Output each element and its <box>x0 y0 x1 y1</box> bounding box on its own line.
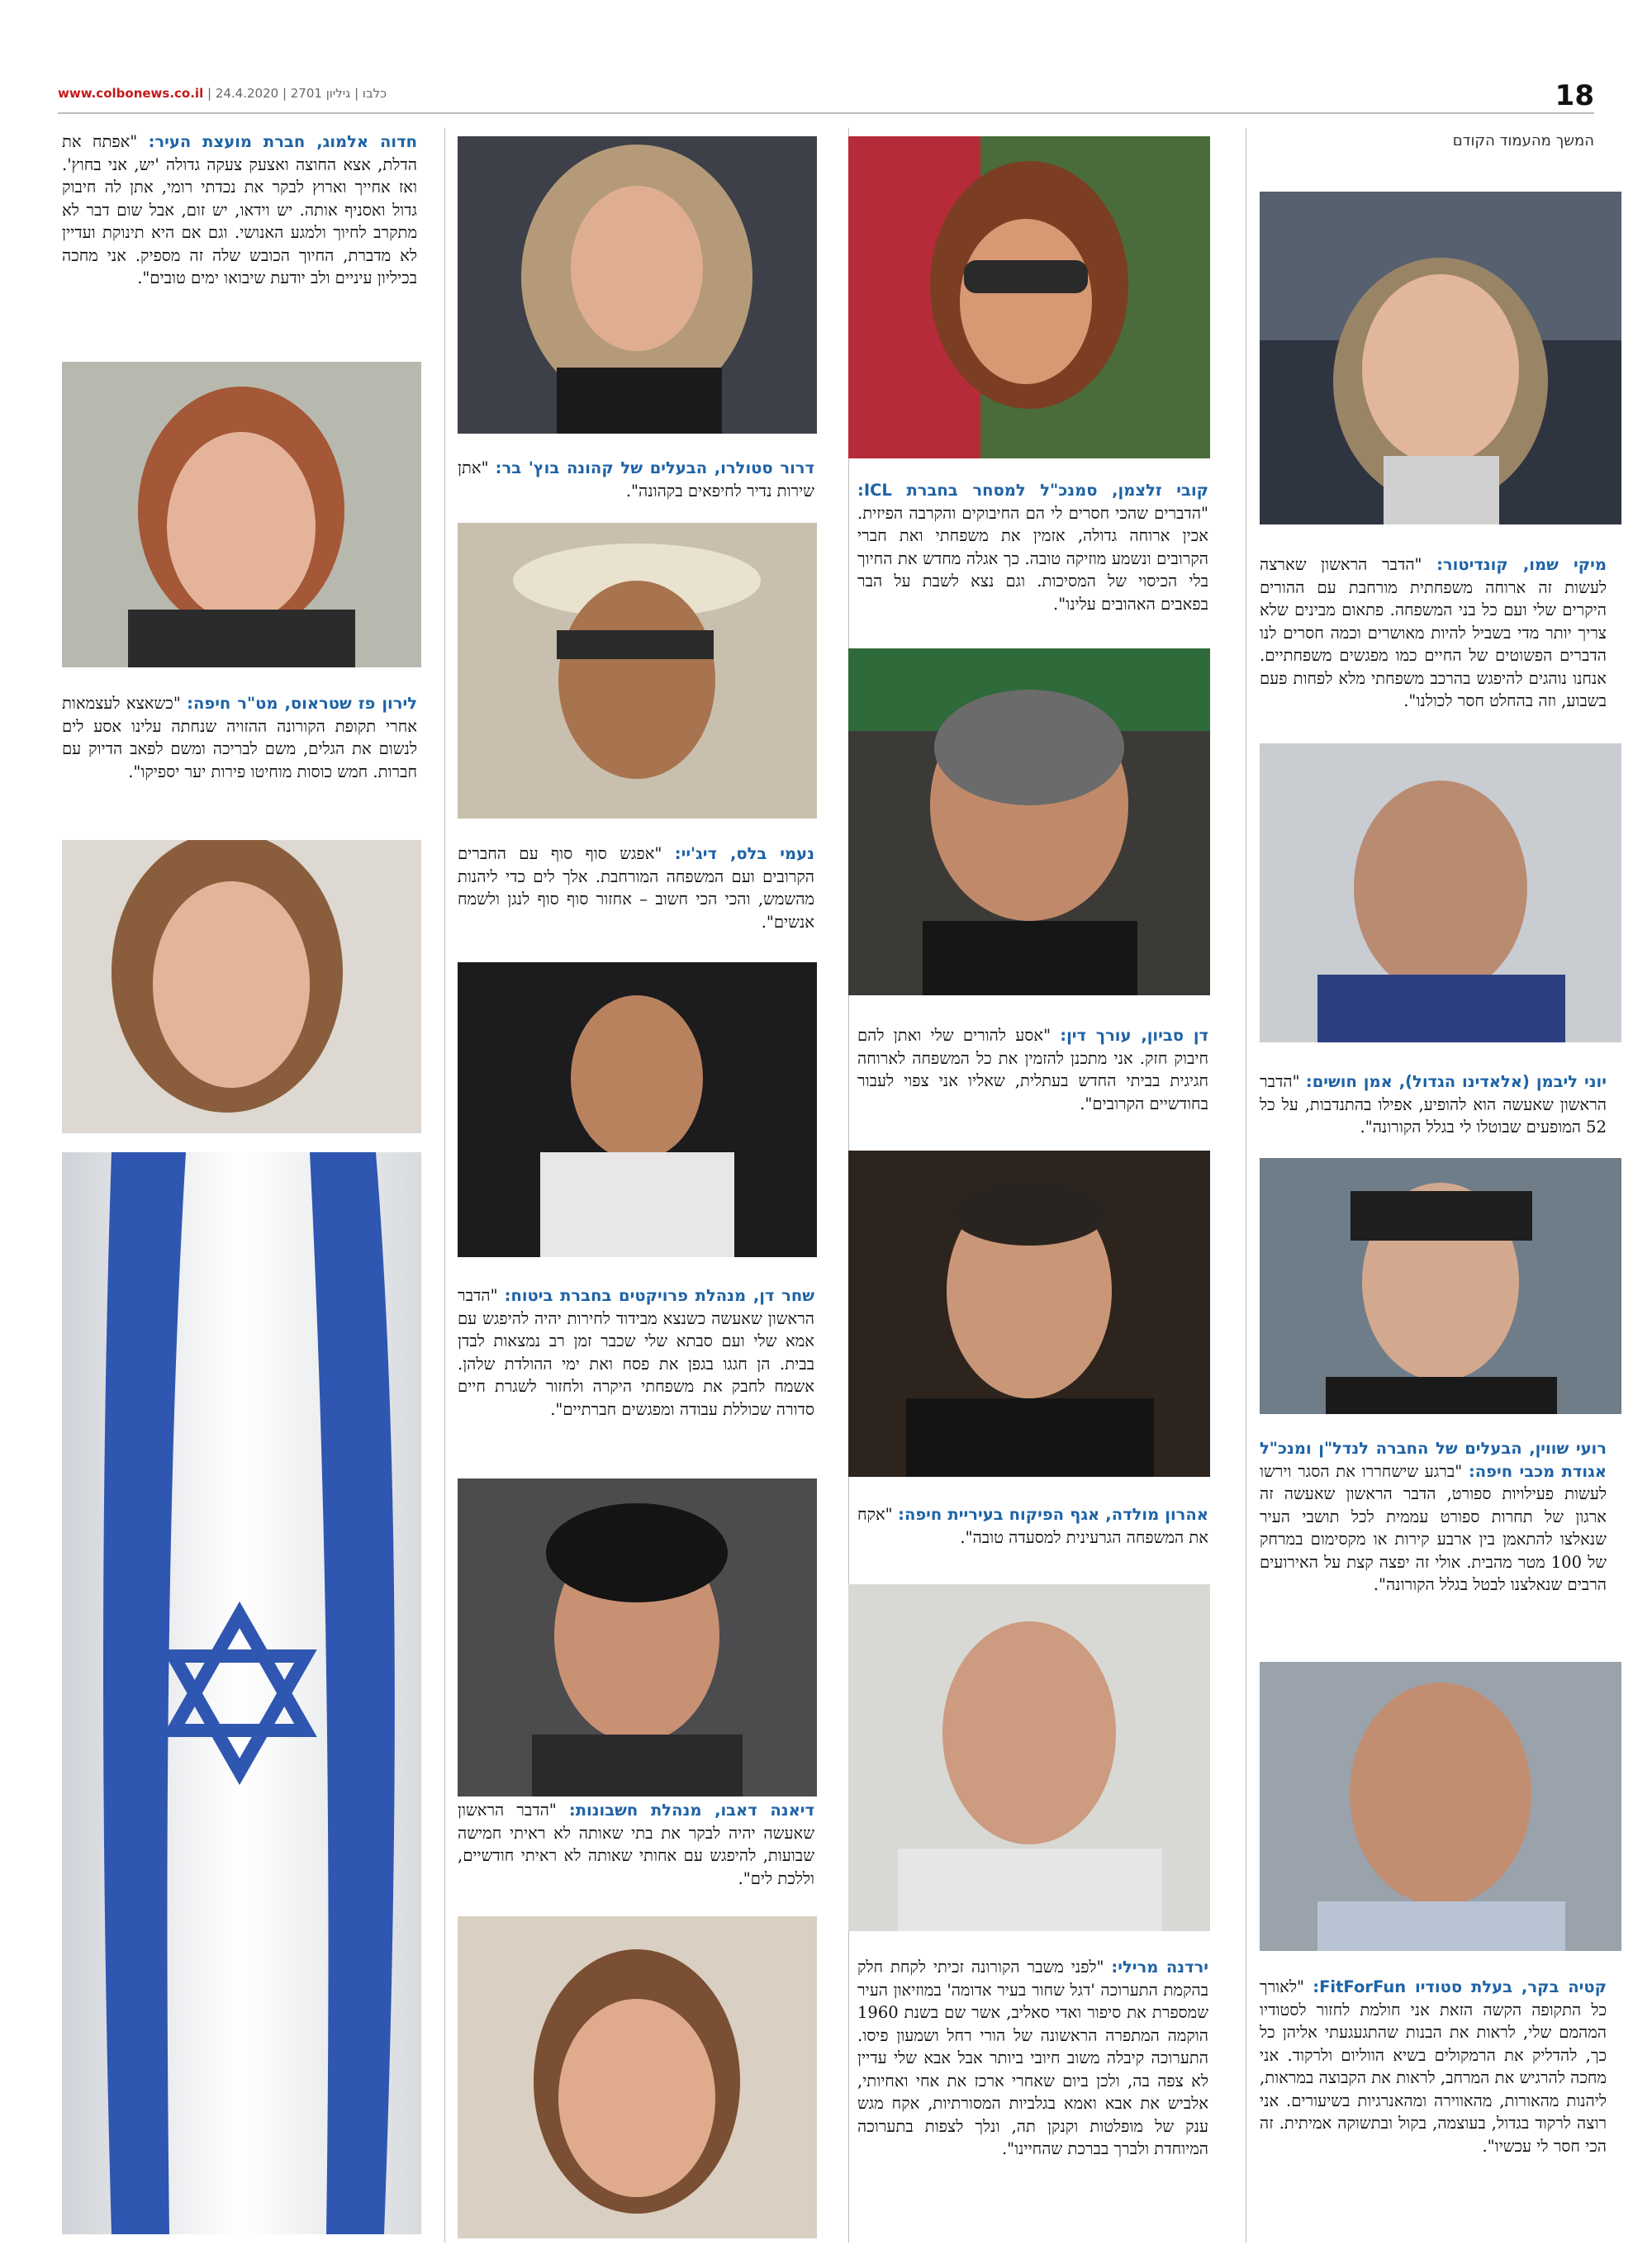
page-header <box>58 79 1594 114</box>
entry-text <box>62 131 417 290</box>
portrait-photo <box>458 962 817 1257</box>
continued-note: המשך מהעמוד הקודם <box>1452 132 1594 150</box>
entry-name: לירון פז שטראוס, מט"ר חיפה: <box>187 694 417 713</box>
portrait-photo <box>458 136 817 434</box>
website-link[interactable]: www.colbonews.co.il <box>58 86 204 101</box>
entry-name: דיאנה דאבו, מנהלת חשבונות: <box>568 1801 814 1820</box>
header-divider <box>58 112 1594 114</box>
folio <box>58 86 387 101</box>
entry-name: חדוה אלמוג, חברת מועצת העיר: <box>148 132 417 151</box>
entry-quote: "לפני משבר הקורונה זכיתי לקחת חלק בהקמת התערוכה 'דגל שחור בעיר אדומה' במוזיאון העיר שמספרת את סיפור ואדי סאליב, אשר שם בשנת 1960 הוקמה המתפרה הראשונה של הורי רחל ושמעון פיסו. התערוכה קיבלה משוב חיובי ביותר אבל אבא שלי עדיין לא צפה בה, ולכן ביום שאחרי ארכז את אחי ואחיותי, אלביש את אבא ואמא בגלביות המסורתיות, אקח מגש ענק של מופלטות וקנקן תה, ונלך לצפות בתערוכה המיוחדת ולברך בברכת שהחיינו". <box>857 1958 1208 2158</box>
entry-text <box>62 692 417 783</box>
entry-name: שחר דן, מנהלת פרויקטים בחברת ביטוח: <box>504 1286 814 1305</box>
entry-text <box>857 1503 1208 1549</box>
entry-quote: "אפגש סוף סוף עם החברים הקרובים ועם המשפחה המורחבת. אלך לים כדי ליהנות מהשמש, והכי הכי חשוב – אחזור סוף סוף לנגן ולשמח אנשים". <box>458 844 814 932</box>
entry-quote: "אפתח את הדלת, אצא החוצה ואצעק צעקה גדולה 'יש, אני בחוץ'. ואז אחייך וארוץ לבקר את נכדתי רומי, אתן לה חיבוק גדול ואסניף אותה. יש וידאו, יש זום, אבל שום דבר לא מתקרב לחיוך ולמגע האנושי. וגם אם היא תינוקת ועדיין לא מדברת, החיוך הכובש שלה זה מספיק. אני מחכה בכיליון עיניים ולב יודעת שיבואו ימים טובים". <box>62 132 417 287</box>
entry-quote: "הדבר הראשון שארצה לעשות זה ארוחה משפחתית מורחבת עם ההורים היקרים שלי ועם כל בני המשפחה. פתאום מבינים שלא צריך יותר מדי בשביל להיות מאושרים וכמה חסרים לנו הדברים הפשוטים של החיים כמו מפגשים משפחתיים. אנחנו נוהגים להיפגש בהרכב משפחתי מלא לפחות פעם בשבוע, וזה בהחלט חסר לכולנו". <box>1260 555 1607 710</box>
portrait-photo <box>458 1916 817 2238</box>
entry-quote: "כשאצא לעצמאות אחרי תקופת הקורונה ההזויה שנחתה עלינו אסע לים לנשום את הגלים, משם לבריכה ומשם לפאב הדיוק עם חברות. חמש כוסות מוחיטו פירות יער יספיקו". <box>62 694 417 781</box>
entry-text <box>458 1284 814 1421</box>
entry-quote: "הדברים שהכי חסרים לי הם החיבוקים והקרבה הפיזית. אכין ארוחה גדולה, אזמין את משפחתי ואת חברי הקרובים ונשמע מוזיקה טובה. כך אגלה מחדש את החיוך בלי הכיסוי של המסיכות. וגם נצא לשבת על הבר בפאבים האהובים עלינו". <box>857 503 1208 614</box>
portrait-photo <box>1260 743 1621 1042</box>
entry-name: קובי זלצמן, סמנכ"ל למסחר בחברת ICL: <box>857 481 1208 500</box>
entry-text <box>1260 1976 1607 2157</box>
portrait-photo <box>1260 192 1621 524</box>
portrait-photo <box>848 1151 1210 1477</box>
entry-quote: "הדבר הראשון שאעשה כשנצא מבידוד לחירות יהיה להיפגש עם אמא שלי ועם סבתא שלי שכבר זמן רב נמצאות לבדן בבית. הן חגגו בגפן את פסח ואת ימי ההולדת שלהן. אשמח לחבק את משפחתי היקרה ולחזור לשגרת חיים סדורה שכוללת עבודה ומפגשים חברתיים". <box>458 1286 814 1419</box>
entry-quote: "לאורך כל התקופה הקשה הזאת אני חולמת לחזור לסטודיו המהמם שלי, לראות את הבנות שהתגעגעתי אליהן כל כך, להדליק את הרמקולים בשיא הווליום ולרקוד. אני מחכה להרגיש את המרחב, לראות את הקבוצה במראות, ליהנות מהאורות, מהאווירה ומהאנרגיות בשיעורים. אני רוצה לרקוד בגדול, בעוצמה, בקול ובתשוקה אמיתית. זה הכי חסר לי עכשיו". <box>1260 1977 1607 2156</box>
entry-name: רועי שווין, הבעלים של החברה לנדל"ן ומנכ"ל אגודת מכבי חיפה: <box>1260 1439 1607 1481</box>
portrait-photo <box>1260 1158 1621 1414</box>
entry-name: מיקי שמו, קונדיטור: <box>1436 555 1607 574</box>
israel-flag-image <box>62 1152 421 2234</box>
entry-quote: "אסע להורים שלי ואתן להם חיבוק חזק. אני מתכנן להזמין את כל המשפחה לארוחה חגיגית בביתי החדש בעתלית, שאליו אני צפוי לעבור בחודשיים הקרובים". <box>857 1026 1208 1113</box>
entry-name: נעמי בלס, דיג'יי: <box>674 844 814 863</box>
entry-text <box>1260 1070 1607 1139</box>
entry-quote: "אקח את המשפחה הגרעינית למסעדה טובה". <box>857 1505 1208 1547</box>
portrait-photo <box>62 362 421 667</box>
entry-text <box>458 842 814 933</box>
entry-name: יוני ליבמן (אלאדינו הגדול), אמן חושים: <box>1305 1072 1607 1091</box>
entry-quote: "הדבר הראשון שאעשה יהיה לבקר את בתי שאותה לא ראיתי חמישה שבועות, להיפגש עם אחותי שאותה לא ראיתי חודשיים, וללכת לים". <box>458 1801 814 1888</box>
portrait-photo <box>458 523 817 819</box>
entry-text <box>1260 553 1607 713</box>
folio-info: | כלבו | גיליון 2701 | 24.4.2020 <box>207 86 387 101</box>
column-divider <box>444 128 445 2243</box>
entry-name: ירדנה מרילי: <box>1111 1958 1208 1977</box>
entry-quote: "ברגע שישחררו את הסגר וירשו לעשות פעילויות ספורט, הדבר הראשון שאעשה זה ארגון של תחרות ספורט עממית לכל תושבי העיר שנאלצו להתאמן בין ארבע קירות או מקסימום במרחק של 100 מטר מהבית. אולי זה יפצה קצת על האירועים הרבים שנאלצנו לבטל בגלל הקורונה". <box>1260 1461 1607 1594</box>
portrait-photo <box>62 840 421 1133</box>
entry-text <box>458 1799 814 1890</box>
entry-text <box>857 1956 1208 2161</box>
entry-text <box>857 479 1208 615</box>
entry-text <box>857 1024 1208 1115</box>
portrait-photo <box>848 648 1210 995</box>
page-number: 18 <box>1555 79 1594 112</box>
entry-text <box>1260 1437 1607 1597</box>
portrait-photo <box>1260 1662 1621 1951</box>
portrait-photo <box>848 1584 1210 1931</box>
entry-quote: "הדבר הראשון שאעשה הוא להופיע, אפילו בהתנדבות, על כל 52 המופעים שבוטלו לי בגלל הקורונה". <box>1260 1072 1607 1137</box>
entry-quote: "אתן שירות נדיר לחיפאים בקהונה". <box>458 458 814 501</box>
portrait-photo <box>848 136 1210 458</box>
entry-name: דן סביון, עורך דין: <box>1060 1026 1208 1045</box>
entry-name: קטיה בקר, בעלת סטודיו FitForFun: <box>1313 1977 1607 1996</box>
portrait-photo <box>458 1478 817 1796</box>
entry-name: דרור סטולרו, הבעלים של קהונה בוץ' בר: <box>495 458 814 477</box>
entry-text <box>458 457 814 502</box>
entry-name: אהרון מולדה, אגף הפיקוח בעיריית חיפה: <box>898 1505 1208 1524</box>
